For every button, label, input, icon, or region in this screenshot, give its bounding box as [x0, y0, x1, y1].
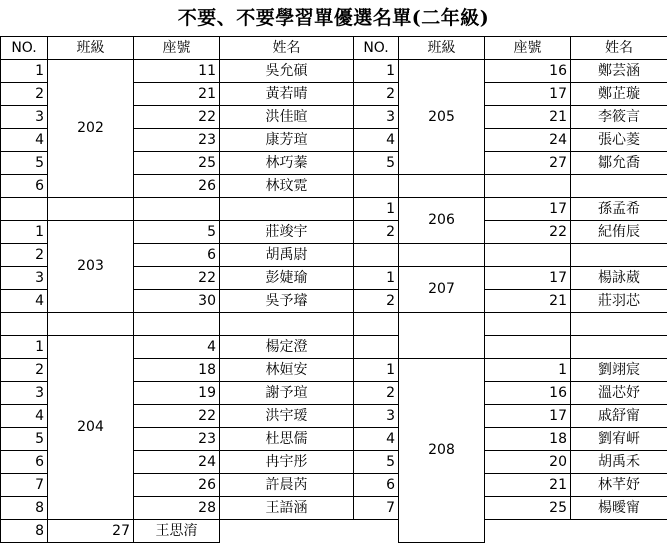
cell-no: 1 [354, 359, 399, 382]
cell-no: 2 [354, 382, 399, 405]
cell-name: 謝予瑄 [220, 382, 354, 405]
cell-name [571, 244, 667, 267]
cell-no: 8 [1, 520, 48, 543]
cell-seat: 30 [134, 290, 220, 313]
roster-table-body [1, 37, 667, 543]
cell-no: 6 [354, 474, 399, 497]
cell-seat: 22 [134, 267, 220, 290]
cell-seat: 18 [485, 428, 571, 451]
cell-no: 2 [354, 83, 399, 106]
header-row [1, 37, 667, 60]
header-cell-no-right: NO. [354, 37, 399, 60]
cell-seat: 6 [134, 244, 220, 267]
cell-class [399, 244, 485, 267]
cell-name: 鄭芸涵 [571, 60, 667, 83]
cell-no: 3 [1, 267, 48, 290]
cell-no: 5 [354, 451, 399, 474]
cell-seat: 21 [134, 83, 220, 106]
cell-name: 王思淯 [134, 520, 220, 543]
cell-seat: 17 [485, 83, 571, 106]
cell-name: 紀侑辰 [571, 221, 667, 244]
cell-no [354, 244, 399, 267]
table-row [1, 520, 667, 543]
cell-no: 4 [1, 129, 48, 152]
cell-no: 2 [1, 83, 48, 106]
cell-class: 202 [48, 60, 134, 198]
header-cell-no-left: NO. [1, 37, 48, 60]
cell-no: 2 [1, 359, 48, 382]
cell-name [571, 313, 667, 336]
header-cell-class-right: 班級 [399, 37, 485, 60]
cell-name: 吳允碩 [220, 60, 354, 83]
cell-seat [134, 313, 220, 336]
cell-no: 3 [354, 106, 399, 129]
cell-name [220, 198, 354, 221]
cell-seat: 26 [134, 474, 220, 497]
cell-seat: 17 [485, 405, 571, 428]
cell-name: 莊羽芯 [571, 290, 667, 313]
cell-no [1, 198, 48, 221]
cell-seat: 24 [134, 451, 220, 474]
cell-name: 楊定澄 [220, 336, 354, 359]
header-cell-seat-left: 座號 [134, 37, 220, 60]
header-cell-class-left: 班級 [48, 37, 134, 60]
cell-seat: 23 [134, 428, 220, 451]
cell-name: 杜思儒 [220, 428, 354, 451]
cell-class: 205 [399, 60, 485, 175]
cell-name: 楊曖甯 [571, 497, 667, 520]
cell-name: 鄭芷璇 [571, 83, 667, 106]
cell-no: 1 [354, 267, 399, 290]
cell-name: 胡禹禾 [571, 451, 667, 474]
cell-seat [485, 244, 571, 267]
cell-seat: 11 [134, 60, 220, 83]
cell-seat: 19 [134, 382, 220, 405]
cell-no: 1 [354, 198, 399, 221]
cell-name: 冉宇彤 [220, 451, 354, 474]
cell-seat: 25 [485, 497, 571, 520]
cell-seat: 4 [134, 336, 220, 359]
cell-name: 許晨芮 [220, 474, 354, 497]
cell-no: 4 [1, 405, 48, 428]
cell-name: 洪佳暄 [220, 106, 354, 129]
cell-no: 6 [1, 451, 48, 474]
cell-no: 4 [354, 129, 399, 152]
cell-name: 林玟霓 [220, 175, 354, 198]
cell-seat: 21 [485, 474, 571, 497]
cell-seat: 22 [485, 221, 571, 244]
cell-name: 楊詠葳 [571, 267, 667, 290]
cell-no: 2 [354, 290, 399, 313]
cell-class: 204 [48, 336, 134, 520]
cell-seat: 24 [485, 129, 571, 152]
sheet-title: 不要、不要學習單優選名單(二年級) [0, 0, 667, 36]
cell-name: 鄒允喬 [571, 152, 667, 175]
cell-seat: 20 [485, 451, 571, 474]
header-cell-name-right: 姓名 [571, 37, 667, 60]
cell-name: 林姮安 [220, 359, 354, 382]
table-row [1, 198, 667, 221]
cell-no: 6 [1, 175, 48, 198]
cell-seat: 16 [485, 382, 571, 405]
cell-seat [485, 175, 571, 198]
table-row [1, 336, 667, 359]
cell-no: 3 [354, 405, 399, 428]
cell-seat: 22 [134, 405, 220, 428]
cell-seat: 27 [48, 520, 134, 543]
cell-name [571, 175, 667, 198]
cell-no: 4 [1, 290, 48, 313]
cell-no: 5 [1, 428, 48, 451]
cell-name: 彭婕瑜 [220, 267, 354, 290]
cell-name: 劉翊宸 [571, 359, 667, 382]
cell-name: 劉宥岍 [571, 428, 667, 451]
table-row [1, 221, 667, 244]
cell-seat [485, 313, 571, 336]
cell-class: 203 [48, 221, 134, 313]
cell-seat: 16 [485, 60, 571, 83]
cell-name [220, 313, 354, 336]
cell-name: 林芊妤 [571, 474, 667, 497]
table-row [1, 60, 667, 83]
cell-class: 207 [399, 267, 485, 313]
cell-seat: 28 [134, 497, 220, 520]
cell-class [48, 313, 134, 336]
cell-name: 洪宇瑷 [220, 405, 354, 428]
cell-no [1, 313, 48, 336]
cell-no: 1 [1, 221, 48, 244]
cell-seat: 1 [485, 359, 571, 382]
cell-name: 溫芯妤 [571, 382, 667, 405]
cell-no: 7 [354, 497, 399, 520]
cell-name [571, 336, 667, 359]
cell-no [354, 175, 399, 198]
header-cell-seat-right: 座號 [485, 37, 571, 60]
cell-name: 林巧蓁 [220, 152, 354, 175]
cell-name: 胡禹尉 [220, 244, 354, 267]
cell-name: 黃若晴 [220, 83, 354, 106]
cell-class: 208 [399, 359, 485, 543]
cell-name: 王語涵 [220, 497, 354, 520]
cell-seat: 5 [134, 221, 220, 244]
cell-no: 1 [354, 60, 399, 83]
table-row [1, 313, 667, 336]
cell-class [399, 313, 485, 359]
cell-name: 吳予璿 [220, 290, 354, 313]
roster-table-container [0, 36, 667, 519]
cell-seat: 17 [485, 267, 571, 290]
cell-seat: 23 [134, 129, 220, 152]
cell-seat: 25 [134, 152, 220, 175]
cell-no [354, 313, 399, 336]
cell-no: 4 [354, 428, 399, 451]
cell-name: 康芳瑄 [220, 129, 354, 152]
cell-seat: 27 [485, 152, 571, 175]
cell-no: 7 [1, 474, 48, 497]
cell-seat: 18 [134, 359, 220, 382]
cell-no: 3 [1, 106, 48, 129]
cell-name: 李筱言 [571, 106, 667, 129]
cell-class [399, 175, 485, 198]
cell-name: 孫孟希 [571, 198, 667, 221]
cell-class [48, 198, 134, 221]
cell-seat [485, 336, 571, 359]
cell-no: 8 [1, 497, 48, 520]
cell-seat: 21 [485, 106, 571, 129]
cell-seat: 21 [485, 290, 571, 313]
cell-no [354, 336, 399, 359]
cell-seat: 26 [134, 175, 220, 198]
cell-name: 莊竣宇 [220, 221, 354, 244]
cell-no: 5 [1, 152, 48, 175]
cell-no: 2 [354, 221, 399, 244]
roster-table [0, 36, 667, 543]
cell-no: 5 [354, 152, 399, 175]
cell-no: 2 [1, 244, 48, 267]
cell-no: 1 [1, 60, 48, 83]
cell-no: 3 [1, 382, 48, 405]
cell-name: 戚舒甯 [571, 405, 667, 428]
header-cell-name-left: 姓名 [220, 37, 354, 60]
cell-seat: 22 [134, 106, 220, 129]
cell-seat: 17 [485, 198, 571, 221]
cell-class: 206 [399, 198, 485, 244]
cell-no: 1 [1, 336, 48, 359]
cell-name: 張心菱 [571, 129, 667, 152]
cell-seat [134, 198, 220, 221]
